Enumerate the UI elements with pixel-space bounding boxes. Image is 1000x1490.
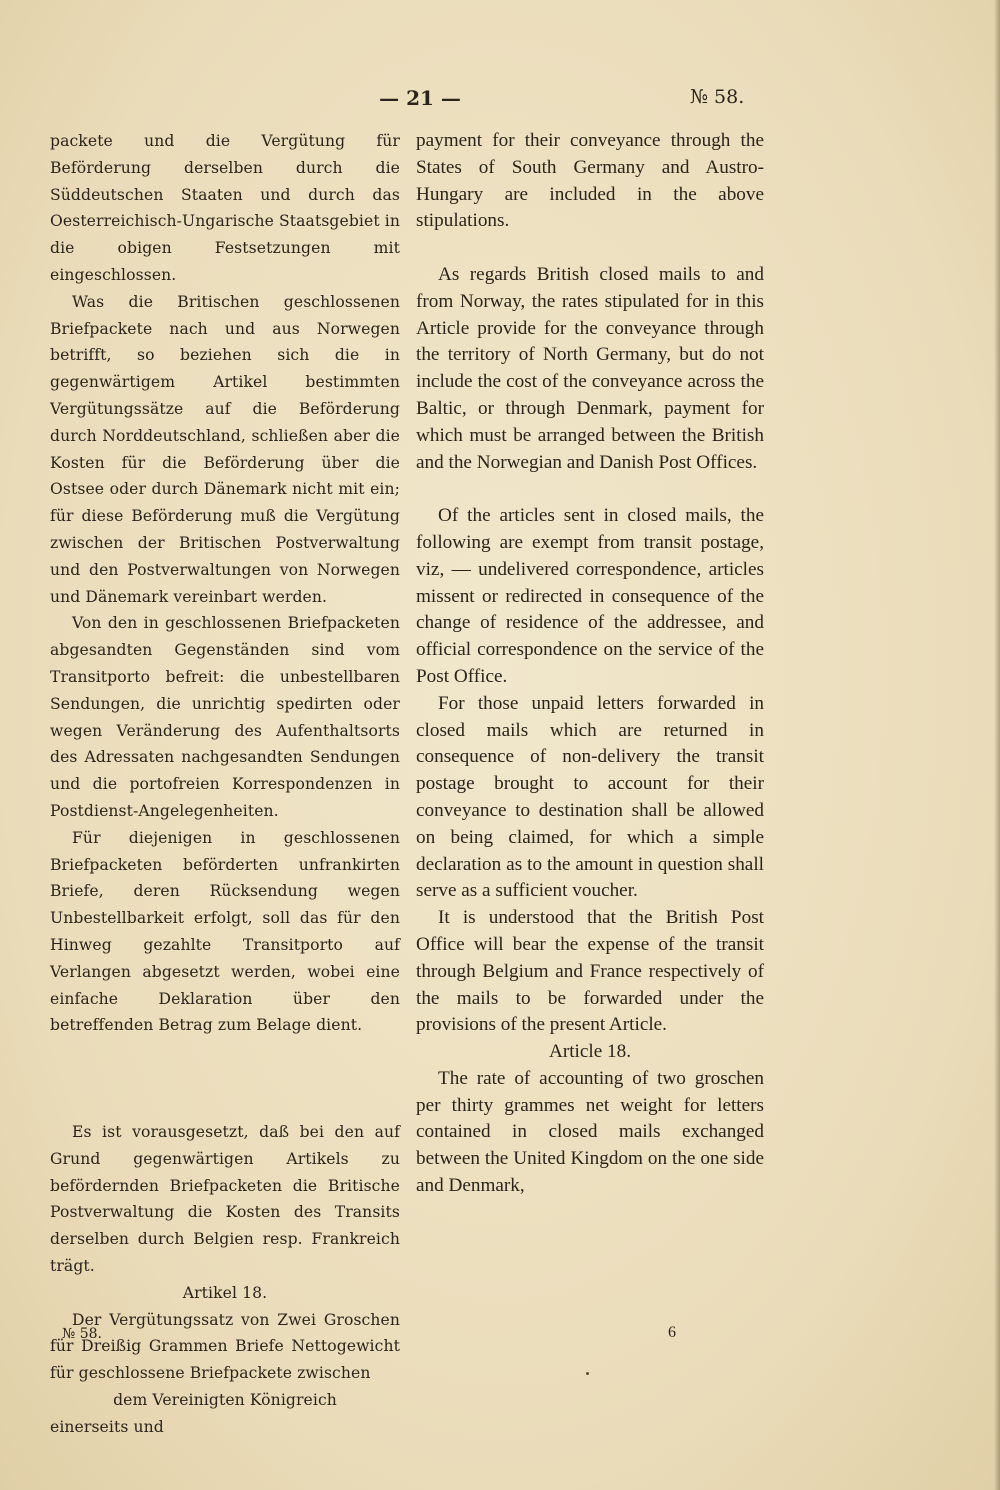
german-paragraph-7: dem Vereinigten Königreich	[113, 1391, 337, 1410]
german-paragraph-4: Für diejenigen in geschlossenen Briefpacketen beförderten unfrankirten Briefe, deren Rücksendung wegen Unbestellbarkeit erfolgt, soll das für den Hinweg gezahlte Transitporto auf Verlangen abgesetzt werden, wobei eine einfache Deklaration über den betreffenden Betrag zum Belage dient.	[50, 828, 400, 1035]
english-paragraph-3: Of the articles sent in closed mails, the following are exempt from transit postage, viz, — undelivered correspondence, articles missent or redirected in consequence of the change of residence of the addressee, and official correspondence on the service of the Post Office.	[416, 505, 764, 687]
spacer	[416, 235, 764, 262]
german-column	[50, 128, 400, 1441]
german-footer: № 58.	[62, 1326, 102, 1342]
english-paragraph-5: It is understood that the British Post Office will bear the expense of the transit through Belgium and France respectively of the mails to be forwarded under the provisions of the present Article.	[416, 907, 764, 1036]
spacer	[50, 1039, 400, 1119]
ink-speck	[586, 1372, 589, 1375]
english-paragraph-1: payment for their conveyance through the States of South Germany and Austro-Hungary are included in the above stipulations.	[416, 130, 764, 232]
german-paragraph-1: packete und die Vergütung für Beförderung derselben durch die Süddeutschen Staaten und durch das Oesterreichisch-Ungarische Staatsgebiet in die obigen Festsetzungen mit eingeschlossen.	[50, 132, 400, 284]
spacer	[416, 476, 764, 503]
german-paragraph-2: Was die Britischen geschlossenen Briefpackete nach und aus Norwegen betrifft, so beziehen sich die in gegenwärtigem Artikel bestimmten Vergütungssätze auf die Beförderung durch Norddeutschland, schließen aber die Kosten für die Beförderung über die Ostsee oder durch Dänemark nicht mit ein; für diese Beförderung muß die Vergütung zwischen der Britischen Postverwaltung und den Postverwaltungen von Norwegen und Dänemark vereinbart werden.	[50, 292, 400, 606]
english-column	[416, 128, 764, 1200]
english-paragraph-4: For those unpaid letters forwarded in closed mails which are returned in consequence of non-delivery the transit postage brought to account for their conveyance to destination shall be allowed on being claimed, for which a simple declaration as to the amount in question shall serve as a sufficient voucher.	[416, 692, 764, 902]
german-paragraph-5: Es ist vorausgesetzt, daß bei den auf Grund gegenwärtigen Artikels zu befördernden Briefpacketen die Britische Postverwaltung die Kosten des Transits derselben durch Belgien resp. Frankreich trägt.	[50, 1123, 400, 1276]
english-paragraph-2: As regards British closed mails to and from Norway, the rates stipulated for in this Article provide for the conveyance through the territory of North Germany, but do not include the cost of the conveyance across the Baltic, or through Denmark, payment for which must be arranged between the British and the Norwegian and Danish Post Offices.	[416, 263, 764, 473]
english-article-heading: Article 18.	[548, 1041, 632, 1063]
signature-mark: 6	[668, 1324, 676, 1341]
english-paragraph-6: The rate of accounting of two groschen per thirty grammes net weight for letters contained in closed mails exchanged between the United Kingdom on the one side and Denmark,	[416, 1067, 764, 1197]
german-paragraph-8: einerseits und	[50, 1417, 164, 1436]
german-paragraph-6: Der Vergütungssatz von Zwei Groschen für Dreißig Grammen Briefe Nettogewicht für geschlossene Briefpackete zwischen	[50, 1310, 400, 1383]
german-article-heading: Artikel 18.	[182, 1283, 268, 1302]
issue-number: № 58.	[690, 86, 745, 108]
page-edge-shadow	[994, 0, 1000, 1490]
page-number: — 21 —	[379, 86, 461, 110]
german-paragraph-3: Von den in geschlossenen Briefpacketen abgesandten Gegenständen sind vom Transitporto befreit: die unbestellbaren Sendungen, die unrichtig spedirten oder wegen Veränderung des Aufenthaltsorts des Adressaten nachgesandten Sendungen und die portofreien Korrespondenzen in Postdienst-Angelegenheiten.	[50, 614, 400, 820]
